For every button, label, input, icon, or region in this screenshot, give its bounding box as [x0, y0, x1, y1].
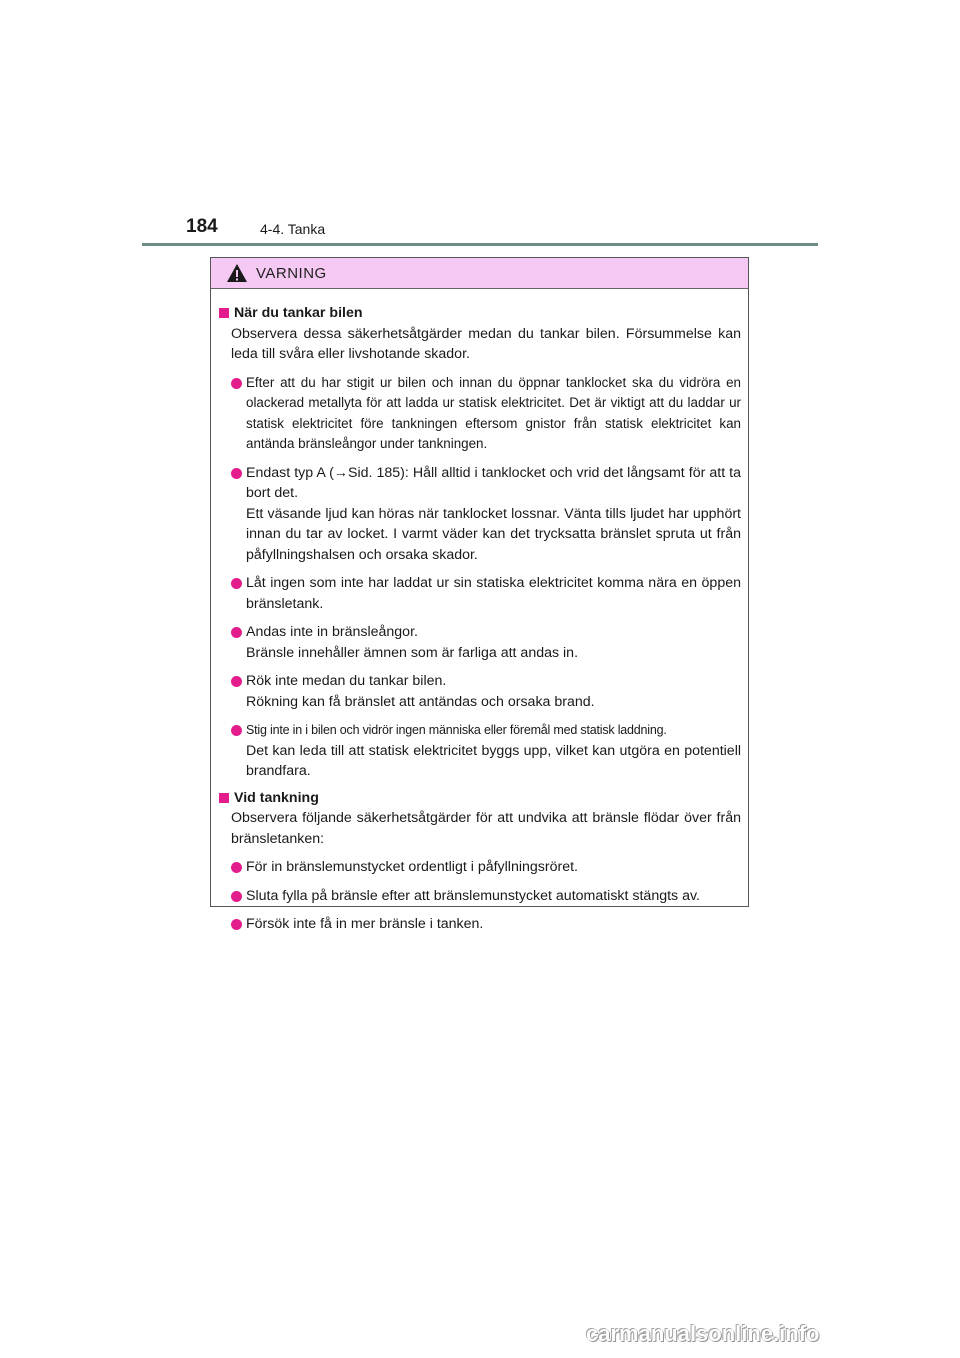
round-bullet-icon	[231, 862, 242, 873]
round-bullet-icon	[231, 578, 242, 589]
section-heading-text: När du tankar bilen	[234, 305, 363, 321]
section-heading-text: Vid tankning	[234, 789, 319, 806]
list-item-text: För in bränslemunstycket ordentligt i påfyllningsröret.	[246, 859, 578, 875]
list-item	[231, 622, 741, 663]
round-bullet-icon	[231, 468, 242, 479]
warning-label: VARNING	[256, 264, 327, 282]
page-number: 184	[186, 216, 218, 237]
round-bullet-icon	[231, 725, 242, 736]
header-divider	[142, 243, 818, 246]
list-item-text: Efter att du har stigit ur bilen och innan du öppnar tanklocket ska du vidröra en olackerad metallyta för att ladda ur statisk elektricitet. Det är viktigt att du laddar ur statisk elektricitet före tankningen eftersom gnistor från statisk elektricitet kan antända bränsleångor under tankningen.	[246, 374, 741, 451]
warning-header	[211, 258, 748, 289]
round-bullet-icon	[231, 919, 242, 930]
list-item	[231, 573, 741, 614]
list-item	[231, 886, 741, 907]
list-item	[231, 857, 741, 878]
footer-watermark: carmanualsonline.info	[586, 1321, 820, 1346]
section-intro: Observera följande säkerhetsåtgärder för att undvika att bränsle flödar över från bränsletanken:	[231, 810, 741, 847]
section-heading	[219, 788, 741, 809]
section-heading	[219, 303, 741, 324]
list-item-text: Andas inte in bränsleångor. Bränsle innehåller ämnen som är farliga att andas in.	[246, 624, 579, 661]
list-item-text: Stig inte in i bilen och vidrör ingen människa eller föremål med statisk laddning. Det kan leda till att statisk elektricitet byggs upp, vilket kan utgöra en potentiell brandfara.	[246, 723, 741, 779]
warning-body	[211, 289, 748, 935]
square-bullet-icon	[219, 793, 229, 803]
round-bullet-icon	[231, 891, 242, 902]
list-item	[231, 671, 741, 712]
square-bullet-icon	[219, 308, 229, 318]
round-bullet-icon	[231, 676, 242, 687]
list-item	[231, 720, 741, 782]
warning-box	[210, 257, 749, 932]
list-item	[231, 373, 741, 455]
section-intro: Observera dessa säkerhetsåtgärder medan du tankar bilen. Försummelse kan leda till svåra eller livshotande skador.	[231, 325, 741, 362]
list-item-text: Låt ingen som inte har laddat ur sin statiska elektricitet komma nära en öppen bränsletank.	[246, 575, 741, 612]
list-item	[231, 914, 741, 935]
section-title: 4-4. Tanka	[260, 221, 326, 237]
warning-triangle-icon	[226, 263, 248, 283]
list-item-text: Försök inte få in mer bränsle i tanken.	[246, 916, 484, 932]
list-item	[231, 463, 741, 566]
round-bullet-icon	[231, 378, 242, 389]
list-item-text: Endast typ A (→Sid. 185): Håll alltid i tanklocket och vrid det långsamt för att ta bort det. Ett väsande ljud kan höras när tanklocket lossnar. Vänta tills ljudet har upphört innan du tar av locket. I varmt väder kan det trycksatta bränslet spruta ut från påfyllningshalsen och orsaka skador.	[246, 464, 741, 563]
list-item-text: Sluta fylla på bränsle efter att bränslemunstycket automatiskt stängts av.	[246, 887, 700, 904]
round-bullet-icon	[231, 627, 242, 638]
list-item-text: Rök inte medan du tankar bilen. Rökning kan få bränslet att antändas och orsaka brand.	[246, 673, 595, 710]
